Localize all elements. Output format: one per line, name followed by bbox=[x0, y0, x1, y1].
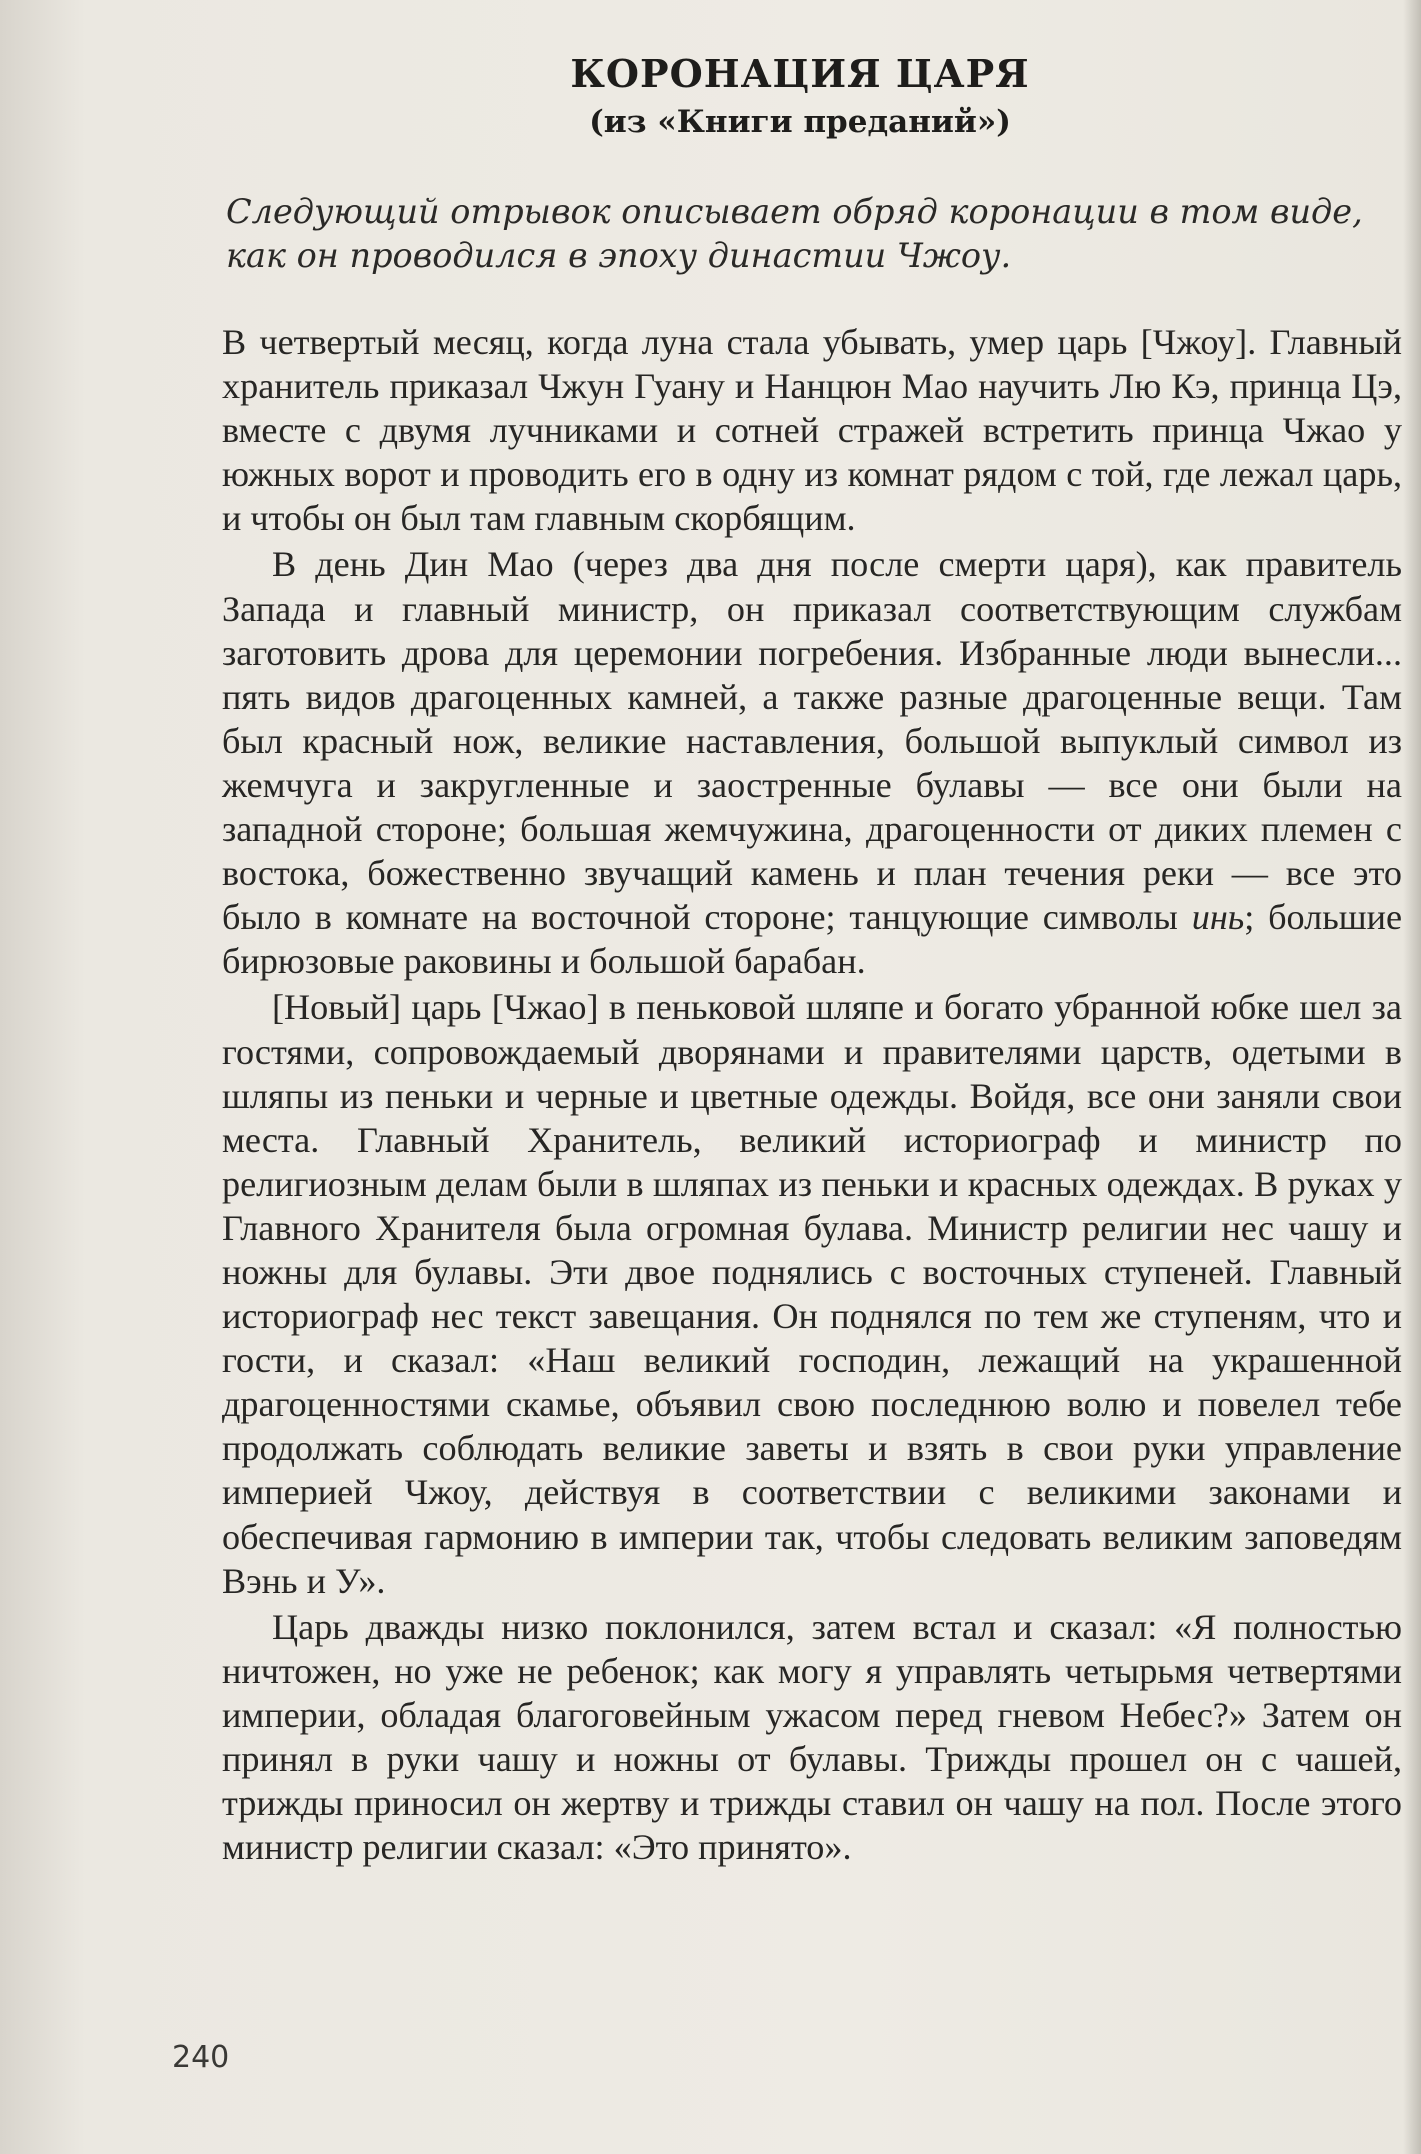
page-edge-shadow bbox=[1403, 0, 1421, 2154]
chapter-header bbox=[520, 50, 1080, 144]
page-number: 240 bbox=[172, 2040, 230, 2075]
paragraph-2 bbox=[222, 542, 1402, 983]
paragraph-2-italic-term: инь bbox=[1191, 897, 1245, 938]
paragraph-4: Царь дважды низко поклонился, затем встал и сказал: «Я полностью ничтожен, но уже не ребенок; как могу я управлять четырьмя четвертями империи, обладая благоговейным ужасом перед гневом Небес?» Затем он принял в руки чашу и ножны от булавы. Трижды прошел он с чашей, трижды приносил он жертву и трижды ставил он чашу на пол. После этого министр религии сказал: «Это принято». bbox=[222, 1606, 1402, 1868]
chapter-title: КОРОНАЦИЯ ЦАРЯ bbox=[570, 51, 1030, 96]
paragraph-2-text-a: В день Дин Мао (через два дня после смерти царя), как правитель Запада и главный министр, он приказал соответствующим службам заготовить дрова для церемонии погребения. Избранные люди вынесли... пять видов драгоценных камней, а также разные драгоценные вещи. Там был красный нож, великие наставления, большой выпуклый символ из жемчуга и закругленные и заостренные булавы — все они были на западной стороне; большая жемчужина, драгоценности от диких племен с востока, божественно звучащий камень и план течения реки — все это было в комнате на восточной стороне; танцующие символы bbox=[222, 544, 1402, 938]
paragraph-3: [Новый] царь [Чжао] в пеньковой шляпе и богато убранной юбке шел за гостями, сопровождаемый дворянами и правителями царств, одетыми в шляпы из пеньки и черные и цветные одежды. Войдя, все они заняли свои места. Главный Хранитель, великий историограф и министр по религиозным делам были в шляпах из пеньки и красных одеждах. В руках у Главного Хранителя была огромная булава. Министр религии нес чашу и ножны для булавы. Эти двое поднялись с восточных ступеней. Главный историограф нес текст завещания. Он поднялся по тем же ступеням, что и гости, и сказал: «Наш великий господин, лежащий на украшенной драгоценностями скамье, объявил свою последнюю волю и повелел тебе продолжать соблюдать великие заветы и взять в свои руки управление империей Чжоу, действуя в соответствии с великими законами и обеспечивая гармонию в империи так, чтобы следовать великим заповедям Вэнь и У». bbox=[222, 987, 1402, 1601]
paragraph-1: В четвертый месяц, когда луна стала убывать, умер царь [Чжоу]. Главный хранитель приказал Чжун Гуану и Нанцюн Мао научить Лю Кэ, принца Цэ, вместе с двумя лучниками и сотней стражей встретить принца Чжао у южных ворот и проводить его в одну из комнат рядом с той, где лежал царь, и чтобы он был там главным скорбящим. bbox=[222, 322, 1402, 539]
chapter-subtitle: (из «Книги преданий») bbox=[589, 104, 1011, 140]
intro-paragraph: Следующий отрывок описывает обряд коронации в том виде, как он проводился в эпоху династии Чжоу. bbox=[226, 192, 1363, 275]
main-text bbox=[222, 320, 1402, 1871]
paragraph-2-text-b: ; большие бирюзовые раковины и большой барабан. bbox=[222, 897, 1403, 982]
